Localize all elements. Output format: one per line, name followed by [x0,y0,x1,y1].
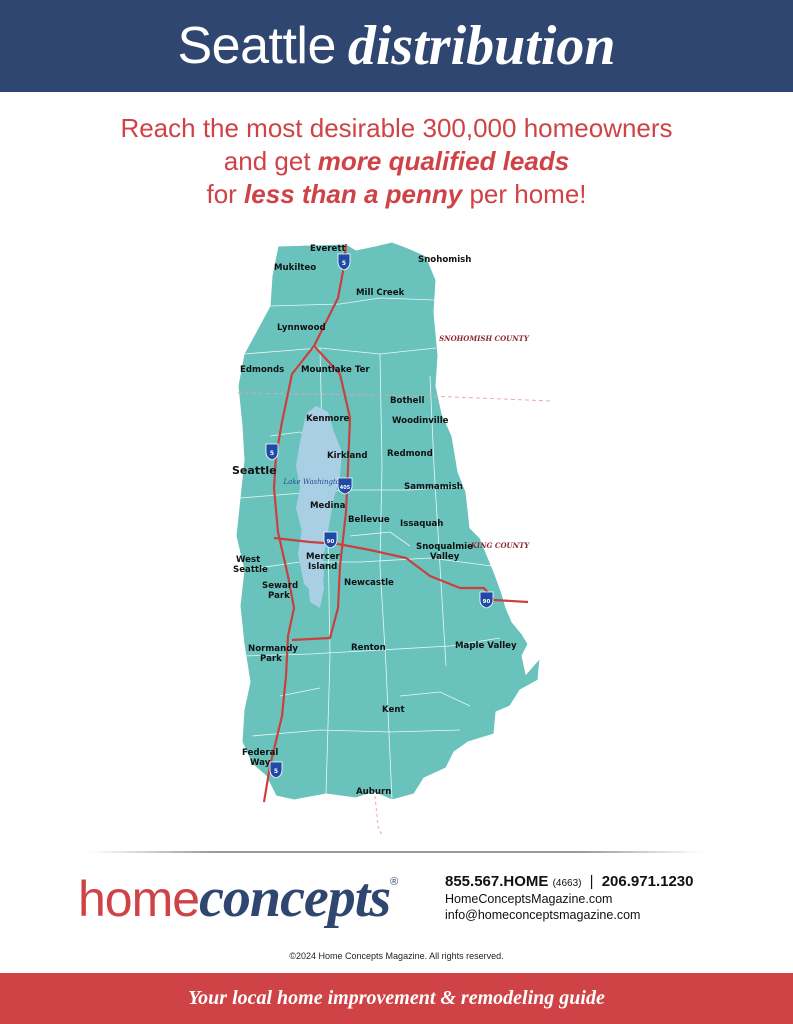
phone-primary[interactable]: 855.567.HOME [445,873,549,890]
headline-line-3-tail: per home! [462,179,587,209]
svg-text:90: 90 [482,599,491,605]
city-edmonds: Edmonds [240,365,285,375]
footer-banner [0,973,793,1024]
city-seward-park: Seward Park [262,581,299,601]
registered-mark: ® [390,876,399,888]
city-issaquah: Issaquah [400,519,444,529]
svg-text:5: 5 [269,450,275,457]
county-line-south [375,796,382,836]
distribution-map [230,236,550,836]
city-woodinville: Woodinville [392,416,449,426]
city-newcastle: Newcastle [344,578,394,588]
i5-shield-north [338,254,350,270]
headline-line-3 [0,178,793,211]
city-lynnwood: Lynnwood [277,323,326,333]
headline-line-1: Reach the most desirable 300,000 homeowners [120,113,673,143]
lake-label: Lake Washington [283,478,345,486]
svg-text:5: 5 [273,768,279,775]
phone-numbers [445,873,693,890]
logo-home-text: home [78,871,200,927]
headline-line-2-text: and get [223,146,318,176]
i5-shield-middle [266,444,278,460]
headline-line-3-text: for [206,179,245,209]
page-header [0,0,793,92]
phone-separator: | [589,873,594,890]
copyright-notice: ©2024 Home Concepts Magazine. All rights reserved. [289,951,504,961]
county-label-snohomish: SNOHOMISH COUNTY [439,334,529,343]
city-auburn: Auburn [356,787,392,797]
city-mercer-island: Mercer Island [306,552,340,572]
i5-shield-south [270,762,282,778]
website-link[interactable]: HomeConceptsMagazine.com [445,892,613,906]
city-redmond: Redmond [387,449,433,459]
city-mukilteo: Mukilteo [274,263,317,273]
city-everett: Everett [310,244,346,254]
divider [90,851,703,853]
city-bothell: Bothell [390,396,425,406]
headline-line-2 [0,145,793,178]
svg-text:405: 405 [339,485,351,491]
footer-tagline: Your local home improvement & remodeling guide [188,987,605,1009]
city-kirkland: Kirkland [327,451,368,461]
headline-emphasis-penny: less than a penny [244,179,463,209]
city-maple-valley: Maple Valley [455,641,517,651]
city-kenmore: Kenmore [306,414,350,424]
city-federal-way: Federal Way [242,748,279,768]
city-mountlake-ter: Mountlake Ter [301,365,370,375]
home-concepts-logo [78,866,398,936]
svg-text:90: 90 [326,539,335,545]
header-title-city: Seattle [177,17,336,75]
city-normandy-park: Normandy Park [248,644,298,664]
header-title-word: distribution [347,15,616,77]
contact-block [445,873,693,922]
city-bellevue: Bellevue [348,515,390,525]
email-link[interactable]: info@homeconceptsmagazine.com [445,908,641,922]
svg-text:5: 5 [341,260,347,267]
city-snohomish: Snohomish [418,255,472,265]
city-mill-creek: Mill Creek [356,288,405,298]
city-snoqualmie-valley: Snoqualmie Valley [416,542,473,562]
i90-shield-east [480,592,493,608]
phone-primary-digits: (4663) [552,878,582,889]
city-kent: Kent [382,705,405,715]
phone-secondary[interactable]: 206.971.1230 [601,873,694,890]
city-renton: Renton [351,643,386,653]
headline-emphasis-leads: more qualified leads [317,146,570,176]
headline [0,112,793,211]
logo-concepts-text: concepts [199,867,391,929]
city-seattle: Seattle [232,464,277,477]
city-west-seattle: West Seattle [233,555,268,575]
county-label-king: KING COUNTY [470,541,530,550]
i90-shield-west [324,532,337,548]
city-sammamish: Sammamish [404,482,463,492]
city-medina: Medina [310,501,346,511]
